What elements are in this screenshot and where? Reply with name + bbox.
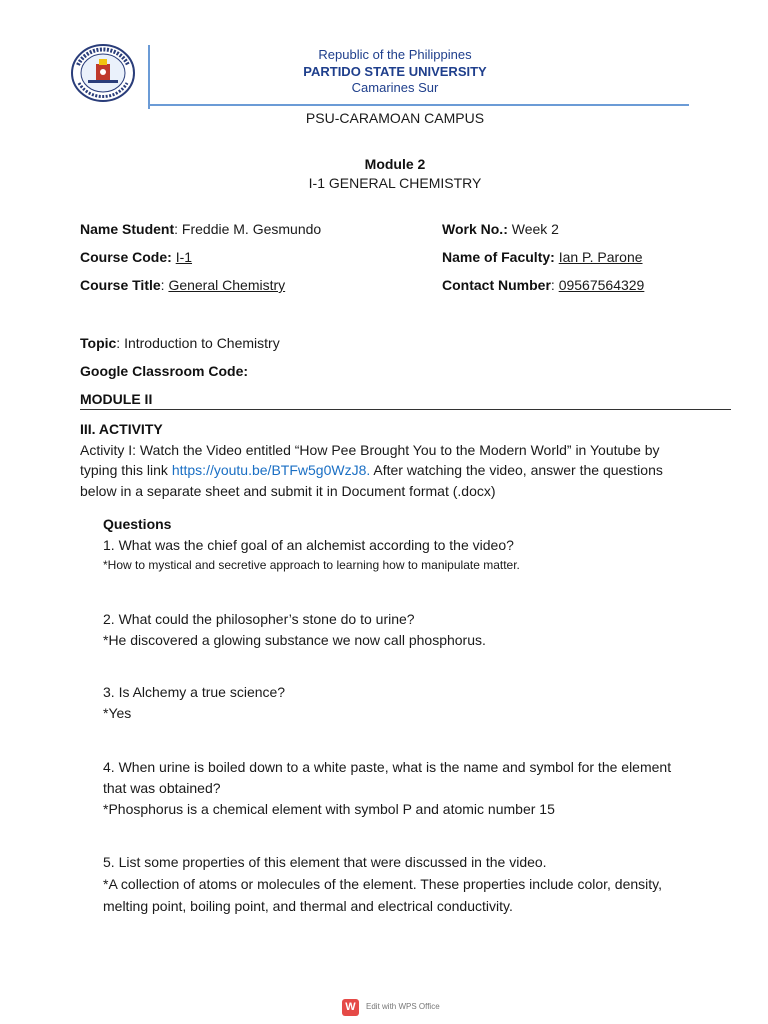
faculty-value: Ian P. Parone xyxy=(558,249,643,265)
contact-label: Contact Number xyxy=(442,277,551,293)
work-no-row xyxy=(442,219,559,240)
header-horizontal-rule xyxy=(148,104,689,106)
contact-row xyxy=(442,275,644,296)
course-code-row xyxy=(80,247,192,268)
course-code-label: Course Code: xyxy=(80,249,172,265)
wps-watermark-text: Edit with WPS Office xyxy=(366,1002,440,1011)
course-title-value: General Chemistry xyxy=(168,277,286,293)
module-title: Module 2 xyxy=(364,156,426,172)
question-4-line-1: 4. When urine is boiled down to a white paste, what is the name and symbol for the element xyxy=(103,759,672,775)
module-subtitle: I-1 GENERAL CHEMISTRY xyxy=(308,175,482,191)
wps-logo-icon: W xyxy=(342,999,359,1016)
topic-value: : Introduction to Chemistry xyxy=(116,335,280,351)
campus-name: PSU-CARAMOAN CAMPUS xyxy=(305,110,485,126)
question-1: 1. What was the chief goal of an alchemist according to the video? xyxy=(103,537,514,553)
question-2: 2. What could the philosopher’s stone do to urine? xyxy=(103,611,415,627)
header-vertical-rule xyxy=(148,45,150,109)
answer-2: *He discovered a glowing substance we now call phosphorus. xyxy=(103,632,486,648)
question-3: 3. Is Alchemy a true science? xyxy=(103,684,286,700)
contact-value: 09567564329 xyxy=(558,277,645,293)
answer-5-line-2: melting point, boiling point, and thermal and electrical conductivity. xyxy=(103,898,513,914)
question-4-line-2: that was obtained? xyxy=(103,780,221,796)
answer-5-line-1: *A collection of atoms or molecules of the element. These properties include color, density, xyxy=(103,876,663,892)
header-republic: Republic of the Philippines xyxy=(318,47,472,62)
student-name-value: : Freddie M. Gesmundo xyxy=(174,221,322,237)
course-title-label: Course Title xyxy=(80,277,161,293)
activity-line-2 xyxy=(80,460,663,481)
questions-heading: Questions xyxy=(103,516,172,532)
answer-3: *Yes xyxy=(103,705,132,721)
faculty-label: Name of Faculty: xyxy=(442,249,555,265)
activity-line-3: below in a separate sheet and submit it in Document format (.docx) xyxy=(80,483,496,499)
activity-line-1: Activity I: Watch the Video entitled “How Pee Brought You to the Modern World” in Youtube by xyxy=(80,442,660,458)
course-code-value: I-1 xyxy=(175,249,193,265)
student-name-row xyxy=(80,219,321,240)
student-name-label: Name Student xyxy=(80,221,175,237)
topic-row xyxy=(80,333,280,354)
activity-line-2-tail: After watching the video, answer the questions xyxy=(370,462,663,478)
contact-separator: : xyxy=(550,277,559,293)
header-province: Camarines Sur xyxy=(351,80,439,95)
course-title-separator: : xyxy=(160,277,169,293)
work-no-label: Work No.: xyxy=(442,221,508,237)
question-5: 5. List some properties of this element that were discussed in the video. xyxy=(103,854,547,870)
answer-1: *How to mystical and secretive approach to learning how to manipulate matter. xyxy=(103,558,520,572)
topic-label: Topic xyxy=(80,335,117,351)
classroom-code-label: Google Classroom Code: xyxy=(80,363,249,379)
wps-watermark xyxy=(342,998,442,1018)
university-seal-logo xyxy=(70,43,136,103)
faculty-row xyxy=(442,247,643,268)
module-divider xyxy=(80,409,731,410)
youtube-link[interactable]: https://youtu.be/BTFw5g0WzJ8. xyxy=(171,462,371,478)
work-no-value: Week 2 xyxy=(507,221,559,237)
course-title-row xyxy=(80,275,285,296)
module-heading: MODULE II xyxy=(80,391,153,407)
header-university: PARTIDO STATE UNIVERSITY xyxy=(303,64,487,79)
answer-4: *Phosphorus is a chemical element with symbol P and atomic number 15 xyxy=(103,801,555,817)
activity-heading: III. ACTIVITY xyxy=(80,421,163,437)
activity-line-2-text: typing this link xyxy=(80,462,172,478)
